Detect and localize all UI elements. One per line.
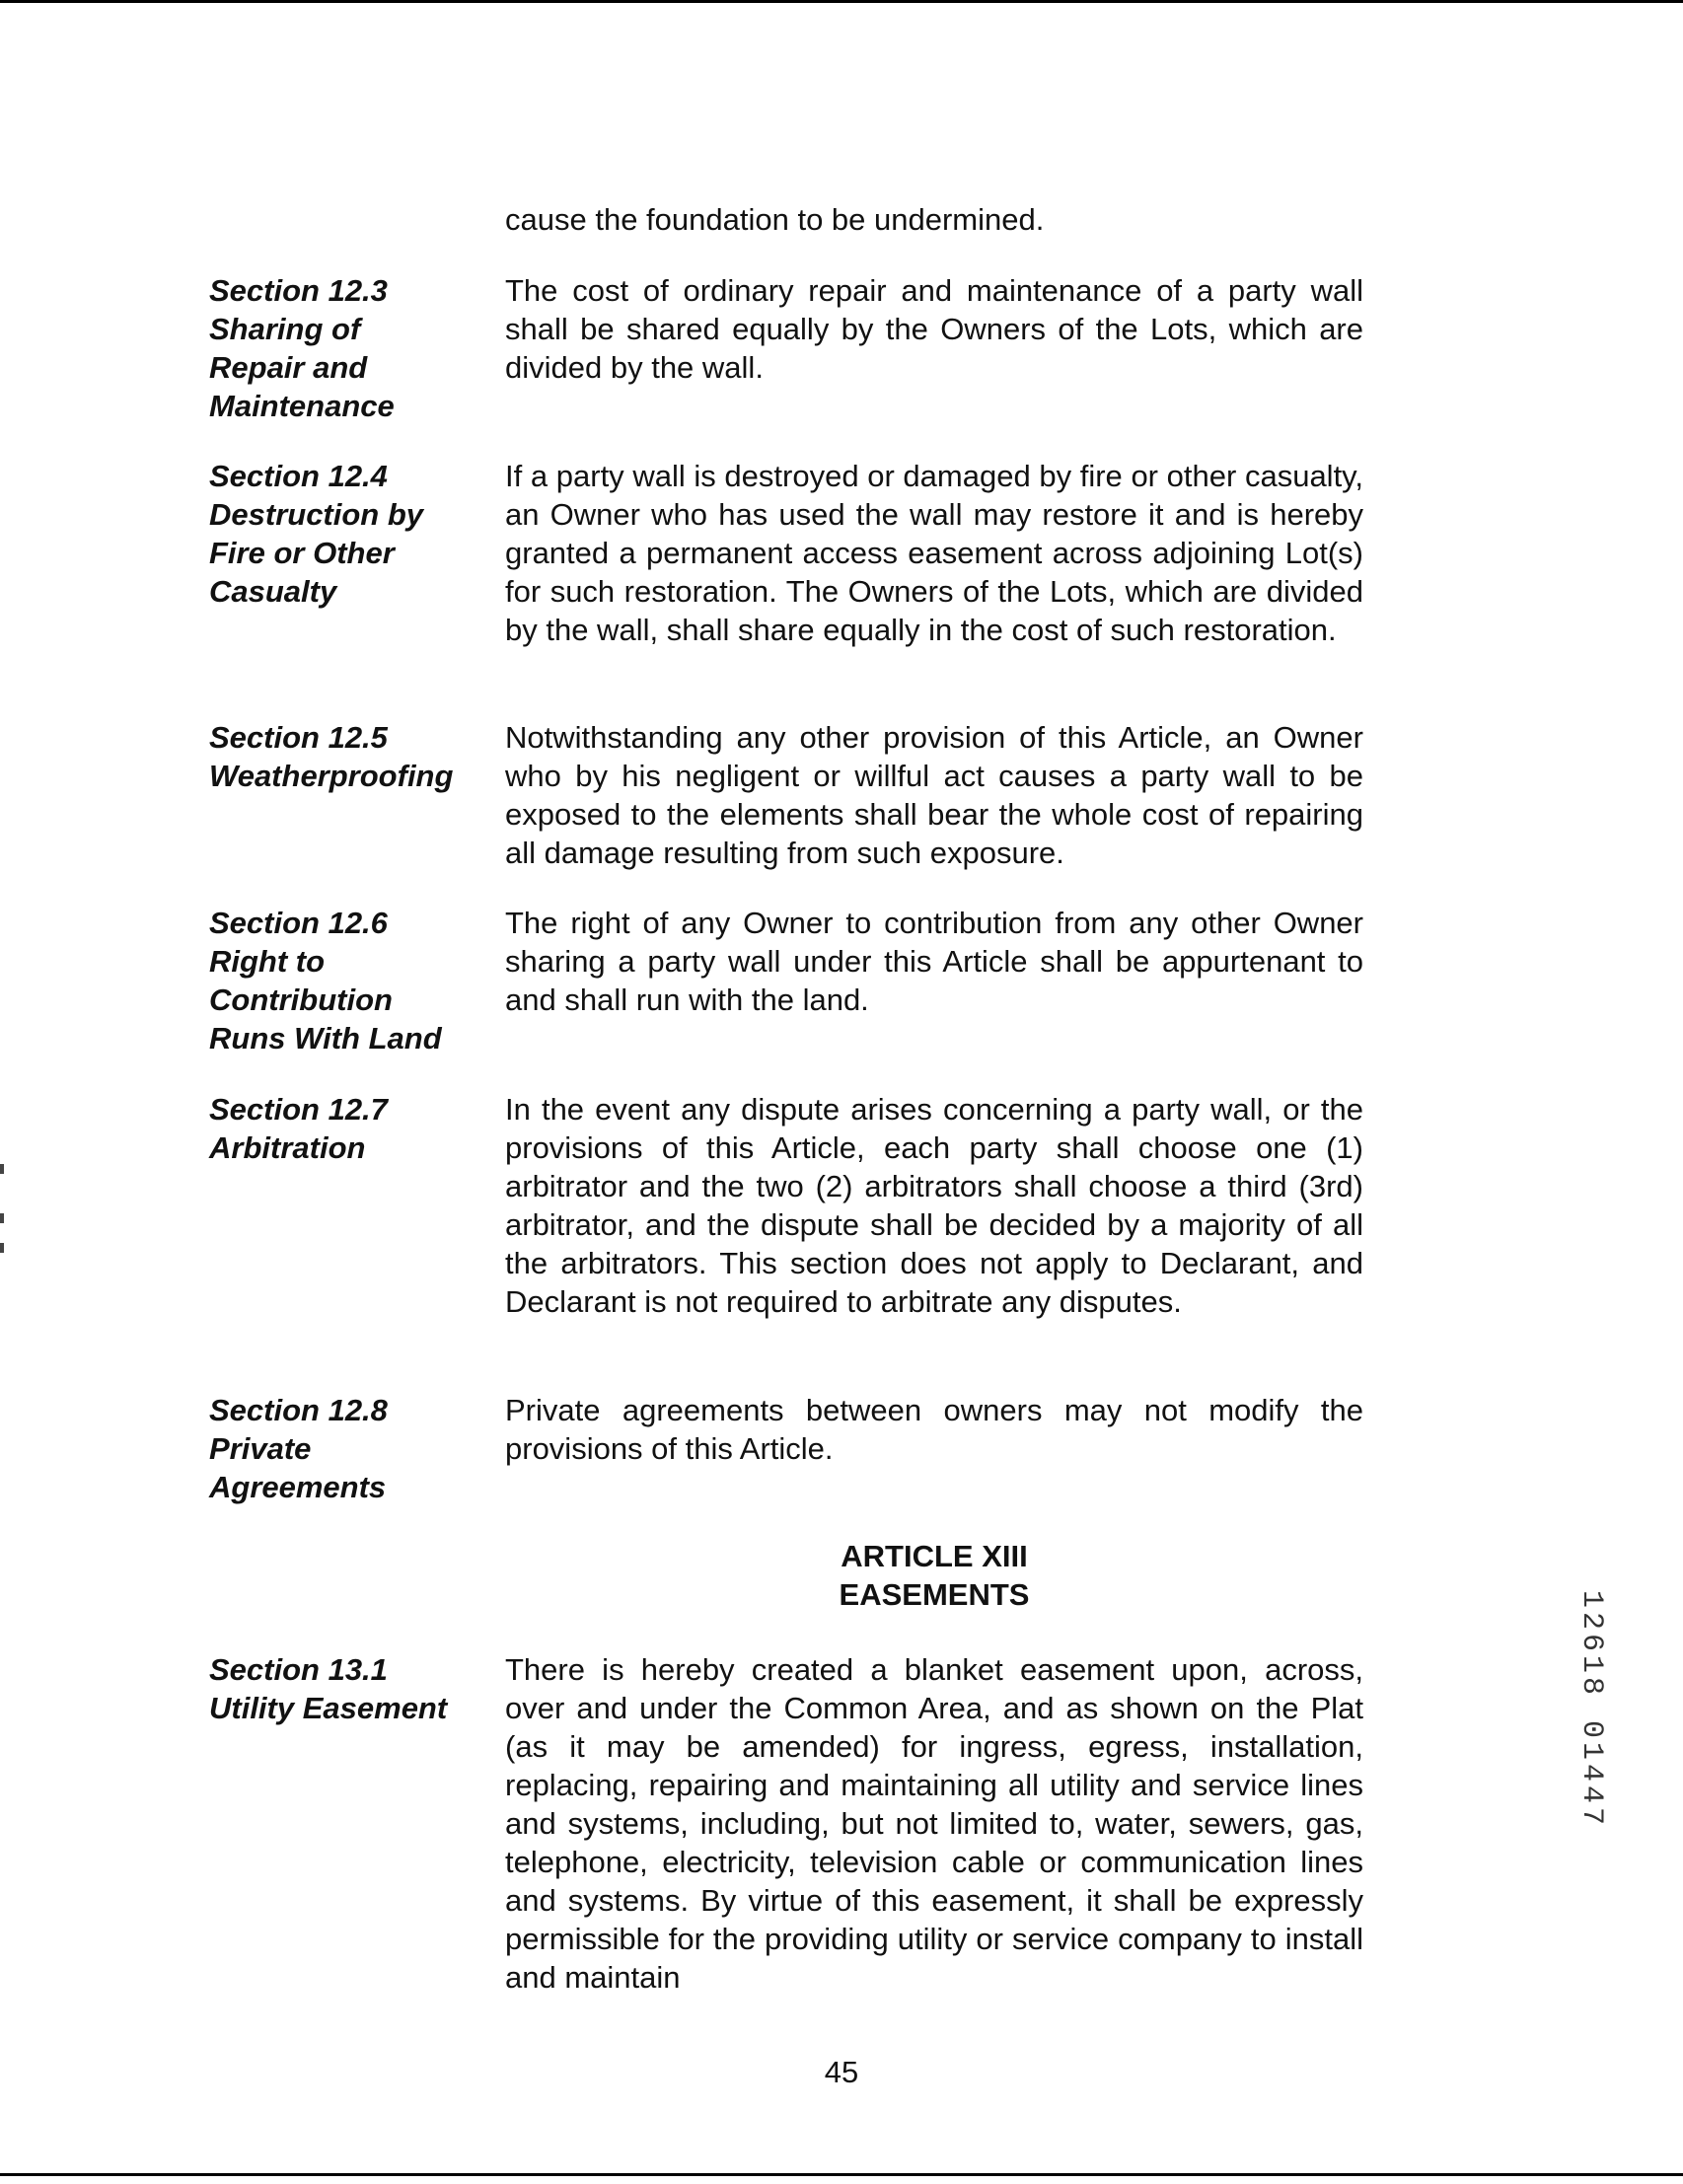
section-12-6 (209, 904, 1363, 1057)
section-body: There is hereby created a blanket easement upon, across, over and under the Common Area, and as shown on the Plat (as it may be amended) for ingress, egress, installation, replacing, repairing and maintaining all utility and service lines and systems, including, but not limited to, water, sewers, gas, telephone, electricity, television cable or communication lines and systems. By virtue of this easement, it shall be expressly permissible for the providing utility or service company to install and maintain (505, 1652, 1363, 1995)
section-label (209, 904, 505, 1057)
section-label (209, 718, 505, 872)
section-13-1 (209, 1650, 1363, 1997)
section-label-line: Arbitration (209, 1130, 366, 1165)
section-label-line: Section 12.5 (209, 720, 388, 755)
section-label-line: Contribution (209, 983, 393, 1017)
section-12-7 (209, 1090, 1363, 1321)
scan-mark (0, 1213, 4, 1223)
section-label (209, 271, 505, 425)
section-label-line: Destruction by (209, 497, 424, 532)
section-label-line: Section 12.6 (209, 906, 388, 940)
section-label-line: Right to (209, 944, 326, 979)
section-label-line: Section 12.8 (209, 1393, 388, 1427)
section-label-line: Weatherproofing (209, 759, 454, 793)
section-label-line: Section 12.7 (209, 1092, 388, 1127)
section-label-line: Section 13.1 (209, 1652, 388, 1687)
section-label (209, 1391, 505, 1506)
section-label-line: Runs With Land (209, 1021, 442, 1056)
section-label (209, 1090, 505, 1321)
section-label-line: Utility Easement (209, 1691, 448, 1725)
article-title: EASEMENTS (839, 1577, 1030, 1612)
section-body: Notwithstanding any other provision of this Article, an Owner who by his negligent or willful act causes a party wall to be exposed to the elements shall bear the whole cost of repairing all damage resulting from such exposure. (505, 720, 1363, 870)
section-label-line: Maintenance (209, 389, 395, 423)
section-12-3 (209, 271, 1363, 425)
article-number: ARTICLE XIII (841, 1539, 1028, 1573)
section-12-5 (209, 718, 1363, 872)
scan-mark (0, 1164, 4, 1174)
section-label-line: Section 12.4 (209, 459, 388, 493)
section-label-line: Fire or Other (209, 536, 395, 570)
section-12-8 (209, 1391, 1363, 1506)
article-heading (505, 1537, 1363, 1614)
scan-mark (0, 1243, 4, 1253)
section-label-line: Section 12.3 (209, 273, 388, 308)
top-border-rule (0, 0, 1683, 3)
section-label-line: Sharing of (209, 312, 361, 346)
section-body: In the event any dispute arises concerning a party wall, or the provisions of this Article, each party shall choose one (1) arbitrator and the two (2) arbitrators shall choose a third (3rd) arbitrator, and the dispute shall be decided by a majority of all the arbitrators. This section does not apply to Declarant, and Declarant is not required to arbitrate any disputes. (505, 1092, 1363, 1319)
section-label-line: Casualty (209, 574, 337, 609)
section-body: If a party wall is destroyed or damaged by fire or other casualty, an Owner who has used the wall may restore it and is hereby granted a permanent access easement across adjoining Lot(s) for such restoration. The Owners of the Lots, which are divided by the wall, shall share equally in the cost of such restoration. (505, 459, 1363, 647)
section-label (209, 1650, 505, 1997)
section-label (209, 457, 505, 649)
section-label-line: Agreements (209, 1470, 387, 1504)
recording-stamp: 12618 01447 (1574, 1590, 1608, 1830)
section-body: The right of any Owner to contribution from any other Owner sharing a party wall under this Article shall be appurtenant to and shall run with the land. (505, 906, 1363, 1017)
page-number: 45 (824, 2055, 859, 2089)
section-body: The cost of ordinary repair and maintenance of a party wall shall be shared equally by the Owners of the Lots, which are divided by the wall. (505, 273, 1363, 385)
bottom-border-rule (0, 2173, 1683, 2176)
continuation-text: cause the foundation to be undermined. (505, 202, 1045, 237)
section-12-4 (209, 457, 1363, 649)
section-label-line: Private (209, 1431, 312, 1466)
section-body: Private agreements between owners may not modify the provisions of this Article. (505, 1393, 1363, 1466)
section-label-line: Repair and (209, 350, 368, 385)
